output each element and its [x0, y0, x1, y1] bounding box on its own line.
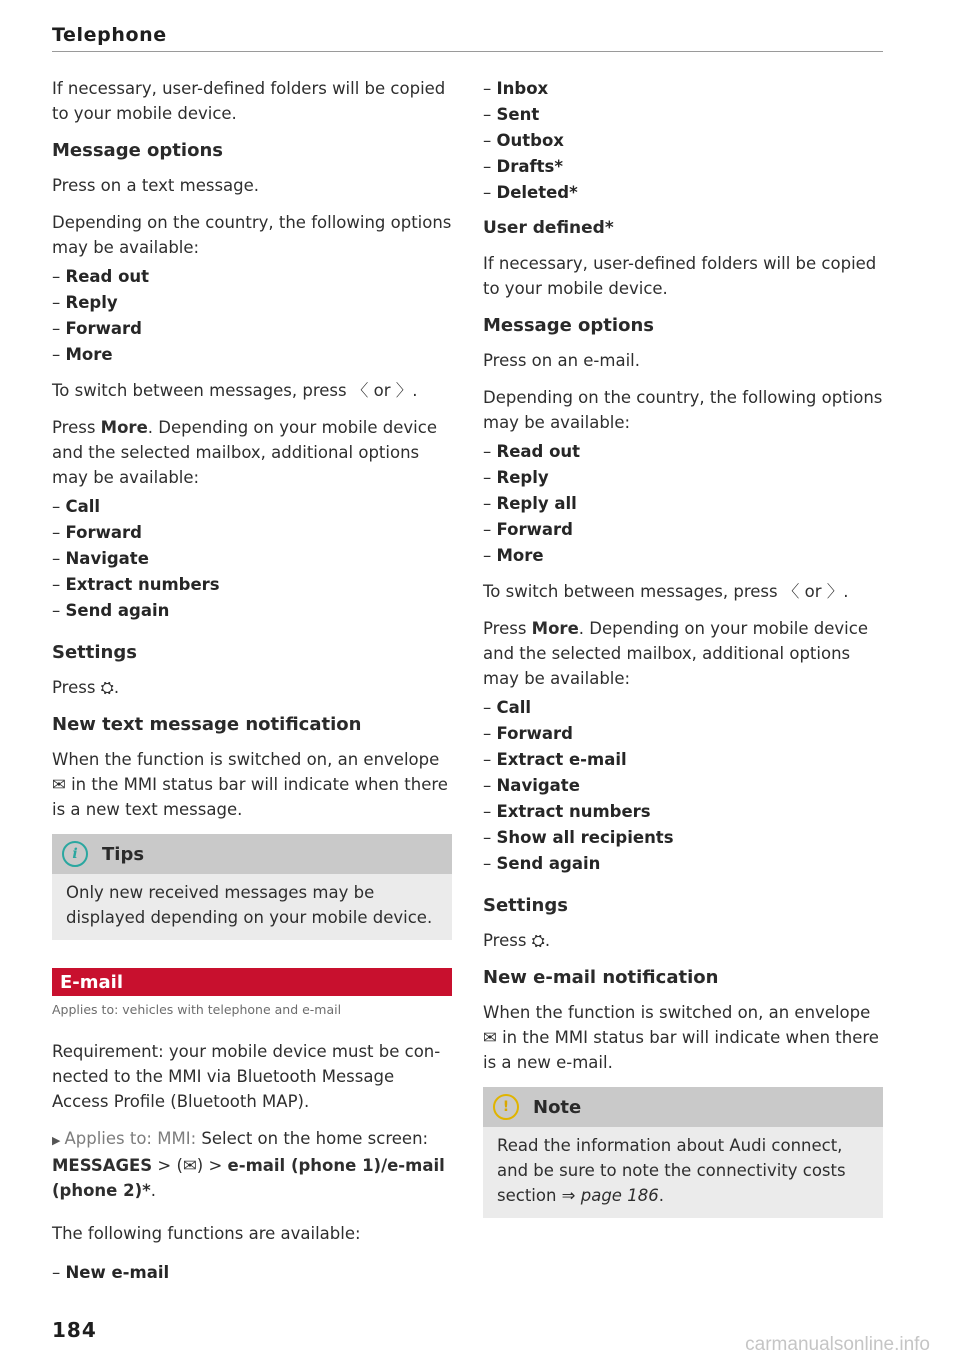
tips-body: Only new received messages may be displayed depending on your mobile device. — [66, 883, 433, 927]
page-number: 184 — [52, 1318, 97, 1342]
settings-heading: Settings — [483, 895, 568, 916]
step-text: ▶ Applies to: MMI: Select on the home screen: MESSAGES > (✉) > e-mail (phone 1)/e-mail (phone 2)*. — [52, 1129, 445, 1200]
settings-heading: Settings — [52, 642, 137, 663]
settings-text: Press ⛭. — [483, 931, 551, 950]
list-item: – Reply all — [483, 494, 577, 513]
depending-text: Depending on the country, the following options may be available: — [52, 213, 452, 257]
triangle-bullet-icon: ▶ — [52, 1134, 61, 1147]
list-item: – Reply — [52, 293, 118, 312]
list-item: – More — [52, 345, 113, 364]
option-list — [52, 264, 452, 368]
list-item: – Extract e-mail — [483, 750, 627, 769]
folder-list — [483, 76, 883, 206]
list-item: – Send again — [483, 854, 601, 873]
list-item: – Extract numbers — [483, 802, 651, 821]
note-box — [483, 1087, 883, 1218]
page-reference-link[interactable]: ⇒ page 186 — [561, 1186, 659, 1205]
list-item: – Forward — [52, 523, 142, 542]
more-text: Press More. Depending on your mobile device and the selected mailbox, additional options may be available: — [52, 418, 437, 487]
tips-title: Tips — [102, 843, 145, 865]
list-item: – New e-mail — [52, 1263, 170, 1282]
notification-text: When the function is switched on, an envelope ✉ in the MMI status bar will indicate when there is a new text message. — [52, 750, 448, 819]
list-item: – Navigate — [483, 776, 580, 795]
functions-text: The following functions are available: — [52, 1224, 361, 1243]
switch-text: To switch between messages, press 〈 or 〉. — [483, 582, 849, 601]
watermark: carmanualsonline.info — [745, 1334, 930, 1355]
switch-text: To switch between messages, press 〈 or 〉. — [52, 381, 418, 400]
option-list — [483, 439, 883, 569]
list-item: – Forward — [483, 520, 573, 539]
page-header-title: Telephone — [52, 24, 167, 46]
more-option-list — [483, 695, 883, 877]
list-item: – Inbox — [483, 79, 549, 98]
user-defined-heading: User defined* — [483, 218, 614, 238]
functions-list — [52, 1260, 452, 1286]
press-text: Press on a text message. — [52, 176, 260, 195]
press-text: Press on an e-mail. — [483, 351, 640, 370]
notification-heading: New text message notification — [52, 714, 362, 735]
right-column — [483, 76, 883, 1238]
message-options-heading: Message options — [483, 315, 654, 336]
message-options-heading: Message options — [52, 140, 223, 161]
list-item: – Read out — [483, 442, 581, 461]
settings-text: Press ⛭. — [52, 678, 120, 697]
list-item: – Reply — [483, 468, 549, 487]
tips-box — [52, 834, 452, 940]
list-item: – Deleted* — [483, 183, 578, 202]
applies-text: Applies to: vehicles with telephone and e-mail — [52, 1002, 342, 1017]
depending-text: Depending on the country, the following options may be available: — [483, 388, 883, 432]
list-item: – Forward — [483, 724, 573, 743]
info-icon: i — [62, 841, 88, 867]
notification-text: When the function is switched on, an envelope ✉ in the MMI status bar will indicate when there is a new e-mail. — [483, 1003, 879, 1072]
list-item: – Read out — [52, 267, 150, 286]
list-item: – Navigate — [52, 549, 149, 568]
list-item: – Extract numbers — [52, 575, 220, 594]
list-item: – Show all recipients — [483, 828, 674, 847]
list-item: – Call — [483, 698, 532, 717]
more-option-list — [52, 494, 452, 624]
list-item: – Call — [52, 497, 101, 516]
more-text: Press More. Depending on your mobile device and the selected mailbox, additional options may be available: — [483, 619, 868, 688]
note-title: Note — [533, 1096, 582, 1118]
header-divider — [52, 51, 883, 52]
list-item: – Forward — [52, 319, 142, 338]
list-item: – Drafts* — [483, 157, 563, 176]
folders-intro: If necessary, user-defined folders will be copied to your mobile device. — [483, 254, 877, 298]
email-section-bar: E-mail — [52, 968, 452, 996]
list-item: – Outbox — [483, 131, 564, 150]
folders-intro: If necessary, user-defined folders will be copied to your mobile device. — [52, 79, 446, 123]
left-column — [52, 76, 452, 1296]
list-item: – Send again — [52, 601, 170, 620]
note-body: Read the information about Audi connect, and be sure to note the connectivity costs section ⇒ page 186. — [497, 1136, 846, 1205]
list-item: – More — [483, 546, 544, 565]
requirement-text: Requirement: your mobile device must be con-nected to the MMI via Bluetooth Message Access Profile (Bluetooth MAP). — [52, 1042, 441, 1111]
warning-icon: ! — [493, 1094, 519, 1120]
notification-heading: New e-mail notification — [483, 967, 719, 988]
list-item: – Sent — [483, 105, 540, 124]
